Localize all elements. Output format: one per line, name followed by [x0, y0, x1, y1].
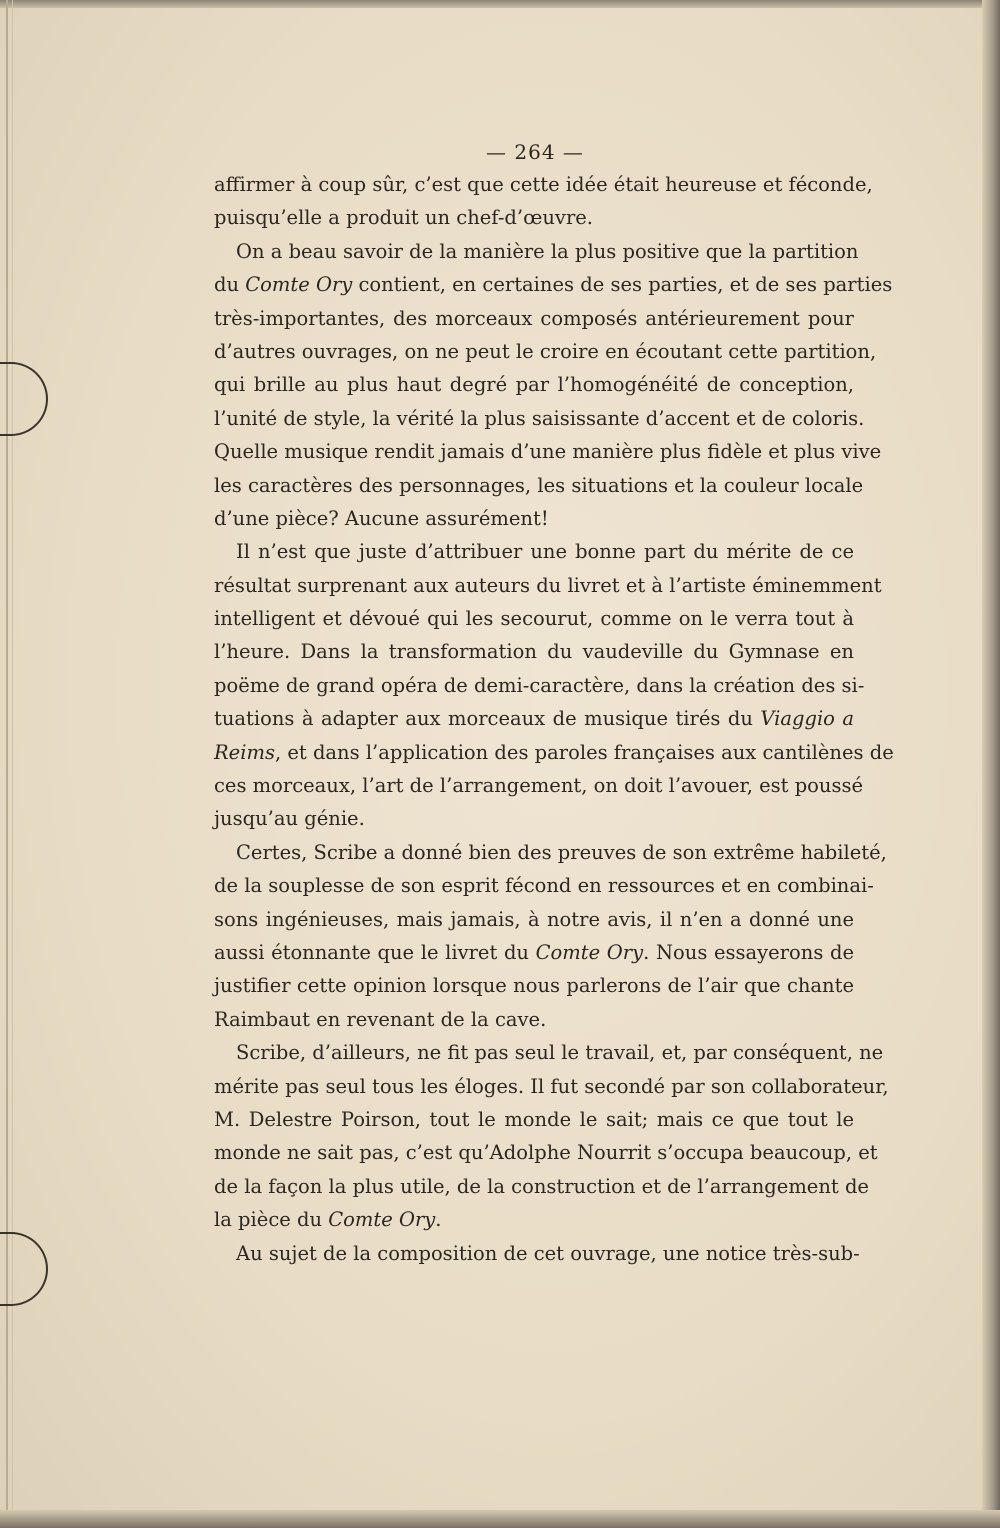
- text-line: poëme de grand opéra de demi-caractère, dans la création des si-: [214, 673, 865, 697]
- text-line: Quelle musique rendit jamais d’une manière plus fidèle et plus vive: [214, 440, 882, 464]
- text-line: Reims, et dans l’application des paroles françaises aux cantilènes de: [214, 740, 894, 764]
- text-line: Il n’est que juste d’attribuer une bonne part du mérite de ce: [236, 540, 854, 564]
- text-line: justifier cette opinion lorsque nous parlerons de l’air que chante: [214, 974, 854, 998]
- text-line: aussi étonnante que le livret du Comte Ory. Nous essayerons de: [214, 940, 854, 964]
- page-number: — 264 —: [486, 140, 584, 164]
- text-line: de la souplesse de son esprit fécond en ressources et en combinai-: [214, 874, 874, 898]
- text-line: l’unité de style, la vérité la plus saisissante d’accent et de coloris.: [214, 406, 865, 430]
- text-line: d’une pièce? Aucune assurément!: [214, 506, 549, 530]
- text-line: M. Delestre Poirson, tout le monde le sait; mais ce que tout le: [214, 1107, 854, 1131]
- text-line: résultat surprenant aux auteurs du livret et à l’artiste éminemment: [214, 573, 882, 597]
- binding-clip-top: [0, 362, 48, 436]
- text-line: d’autres ouvrages, on ne peut le croire en écoutant cette partition,: [214, 339, 877, 363]
- binding-clip-bottom: [0, 1232, 48, 1306]
- page-bottom-edge: [0, 1510, 1000, 1528]
- text-line: du Comte Ory contient, en certaines de ses parties, et de ses parties: [214, 273, 893, 297]
- text-line: l’heure. Dans la transformation du vaudeville du Gymnase en: [214, 640, 854, 664]
- text-line: affirmer à coup sûr, c’est que cette idée était heureuse et féconde,: [214, 173, 873, 196]
- text-line: monde ne sait pas, c’est qu’Adolphe Nourrit s’occupa beaucoup, et: [214, 1141, 878, 1165]
- text-line: mérite pas seul tous les éloges. Il fut secondé par son collaborateur,: [214, 1074, 889, 1098]
- text-line: très-importantes, des morceaux composés antérieurement pour: [214, 306, 854, 330]
- text-line: tuations à adapter aux morceaux de musique tirés du Viaggio a: [214, 707, 855, 731]
- text-line: les caractères des personnages, les situations et la couleur locale: [214, 473, 864, 497]
- text-line: Certes, Scribe a donné bien des preuves de son extrême habileté,: [236, 840, 887, 864]
- text-line: sons ingénieuses, mais jamais, à notre avis, il n’en a donné une: [214, 907, 854, 931]
- text-line: qui brille au plus haut degré par l’homogénéité de conception,: [214, 373, 854, 397]
- text-line: de la façon la plus utile, de la construction et de l’arrangement de: [214, 1174, 869, 1198]
- text-line: jusqu’au génie.: [214, 807, 365, 831]
- text-line: On a beau savoir de la manière la plus positive que la partition: [236, 239, 859, 263]
- page-top-edge: [0, 0, 1000, 8]
- text-line: Au sujet de la composition de cet ouvrage, une notice très-sub-: [236, 1241, 860, 1265]
- body-text: [214, 168, 894, 1270]
- page-right-edge: [982, 0, 1000, 1528]
- text-line: ces morceaux, l’art de l’arrangement, on doit l’avouer, est poussé: [214, 774, 864, 798]
- text-line: Scribe, d’ailleurs, ne fit pas seul le travail, et, par conséquent, ne: [236, 1041, 884, 1065]
- text-line: puisqu’elle a produit un chef-d’œuvre.: [214, 206, 594, 230]
- text-line: Raimbaut en revenant de la cave.: [214, 1007, 547, 1031]
- text-line: intelligent et dévoué qui les secourut, comme on le verra tout à: [214, 607, 854, 631]
- text-line: la pièce du Comte Ory.: [214, 1208, 442, 1232]
